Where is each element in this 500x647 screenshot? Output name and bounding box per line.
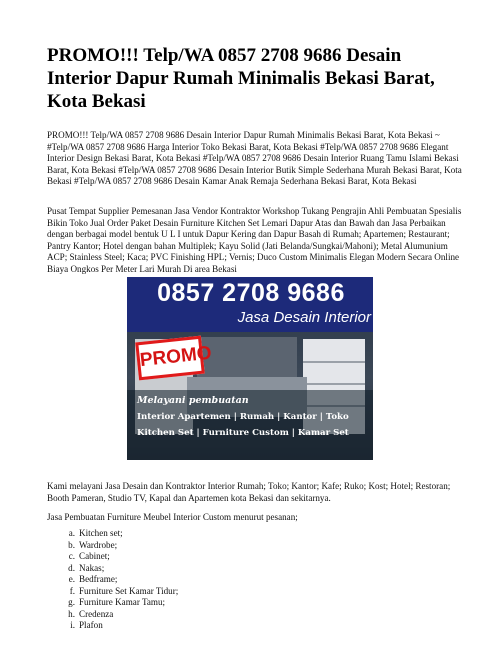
services-paragraph: Pusat Tempat Supplier Pemesanan Jasa Vendor Kontraktor Workshop Tukang Pengrajin Ahli Pembuatan Spesialis Bikin Toko Jual Order Paket Desain Furniture Kitchen Set Lemari Dapur Atas dan Bawah dan Jasa Perbaikan dengan berbagai model bentuk U L I untuk Dapur Kering dan Dapur Basah di Rumah; Apartemen; Restaurant; Pantry Kantor; Hotel dengan bahan Multiplek; Kayu Solid (Jati Belanda/Sungkai/Mahoni); Metal Alumunium ACP; Stainless Steel; Kaca; PVC Finishing HPL; Vernis; Duco Custom Minimalis Elegan Modern Secara Online Biaya Ongkos Per Meter Lari Murah Di area Bekasi bbox=[47, 206, 462, 274]
list-item: b. Wardrobe; bbox=[68, 539, 118, 550]
list-item: h. Credenza bbox=[68, 608, 114, 619]
list-item: a. Kitchen set; bbox=[68, 528, 123, 538]
list-item: c. Cabinet; bbox=[68, 551, 110, 561]
intro-paragraph: PROMO!!! Telp/WA 0857 2708 9686 Desain Interior Dapur Rumah Minimalis Bekasi Barat, Kota Bekasi ~ #Telp/WA 0857 2708 9686 Harga Interior Toko Bekasi Barat, Kota Bekasi #Telp/WA 0857 2708 9686 Elegant Interior Design Bekasi Barat, Kota Bekasi #Telp/WA 0857 2708 9686 Desain Interior Ruang Tamu Islami Bekasi Barat, Kota Bekasi #Telp/WA 0857 2708 9686 Desain Interior Butik Simple Sederhana Murah Bekasi Barat, Kota Bekasi #Telp/WA 0857 2708 9686 Desain Kamar Anak Remaja Sederhana Bekasi Barat, Kota Bekasi bbox=[47, 130, 462, 187]
list-item: f. Furniture Set Kamar Tidur; bbox=[69, 585, 179, 596]
list-item: g. Furniture Kamar Tamu; bbox=[68, 597, 166, 607]
promo-stamp: PROMO bbox=[135, 336, 205, 381]
promo-banner-image bbox=[127, 277, 373, 460]
furniture-list bbox=[63, 528, 178, 632]
page-title: PROMO!!! Telp/WA 0857 2708 9686 Desain Interior Dapur Rumah Minimalis Bekasi Barat, Kota Bekasi bbox=[47, 45, 435, 112]
banner-phone: 0857 2708 9686 bbox=[157, 279, 345, 307]
banner-caption-line2: Interior Apartemen | Rumah | Kantor | Toko bbox=[137, 412, 349, 422]
list-item: i. Plafon bbox=[70, 620, 103, 630]
list-intro-paragraph: Jasa Pembuatan Furniture Meubel Interior Custom menurut pesanan; bbox=[47, 512, 298, 522]
list-item: e. Bedframe; bbox=[68, 574, 118, 584]
list-item: d. Nakas; bbox=[68, 562, 105, 573]
banner-caption-line3: Kitchen Set | Furniture Custom | Kamar Set bbox=[137, 428, 349, 438]
melayani-paragraph: Kami melayani Jasa Desain dan Kontraktor Interior Rumah; Toko; Kantor; Kafe; Ruko; Kost; Hotel; Restoran; Booth Pameran, Studio TV, Kapal dan Apartemen kota Bekasi dan sekitarnya. bbox=[47, 481, 451, 503]
banner-caption-line1: Melayani pembuatan bbox=[137, 395, 249, 406]
banner-subtitle: Jasa Desain Interior bbox=[237, 309, 371, 326]
